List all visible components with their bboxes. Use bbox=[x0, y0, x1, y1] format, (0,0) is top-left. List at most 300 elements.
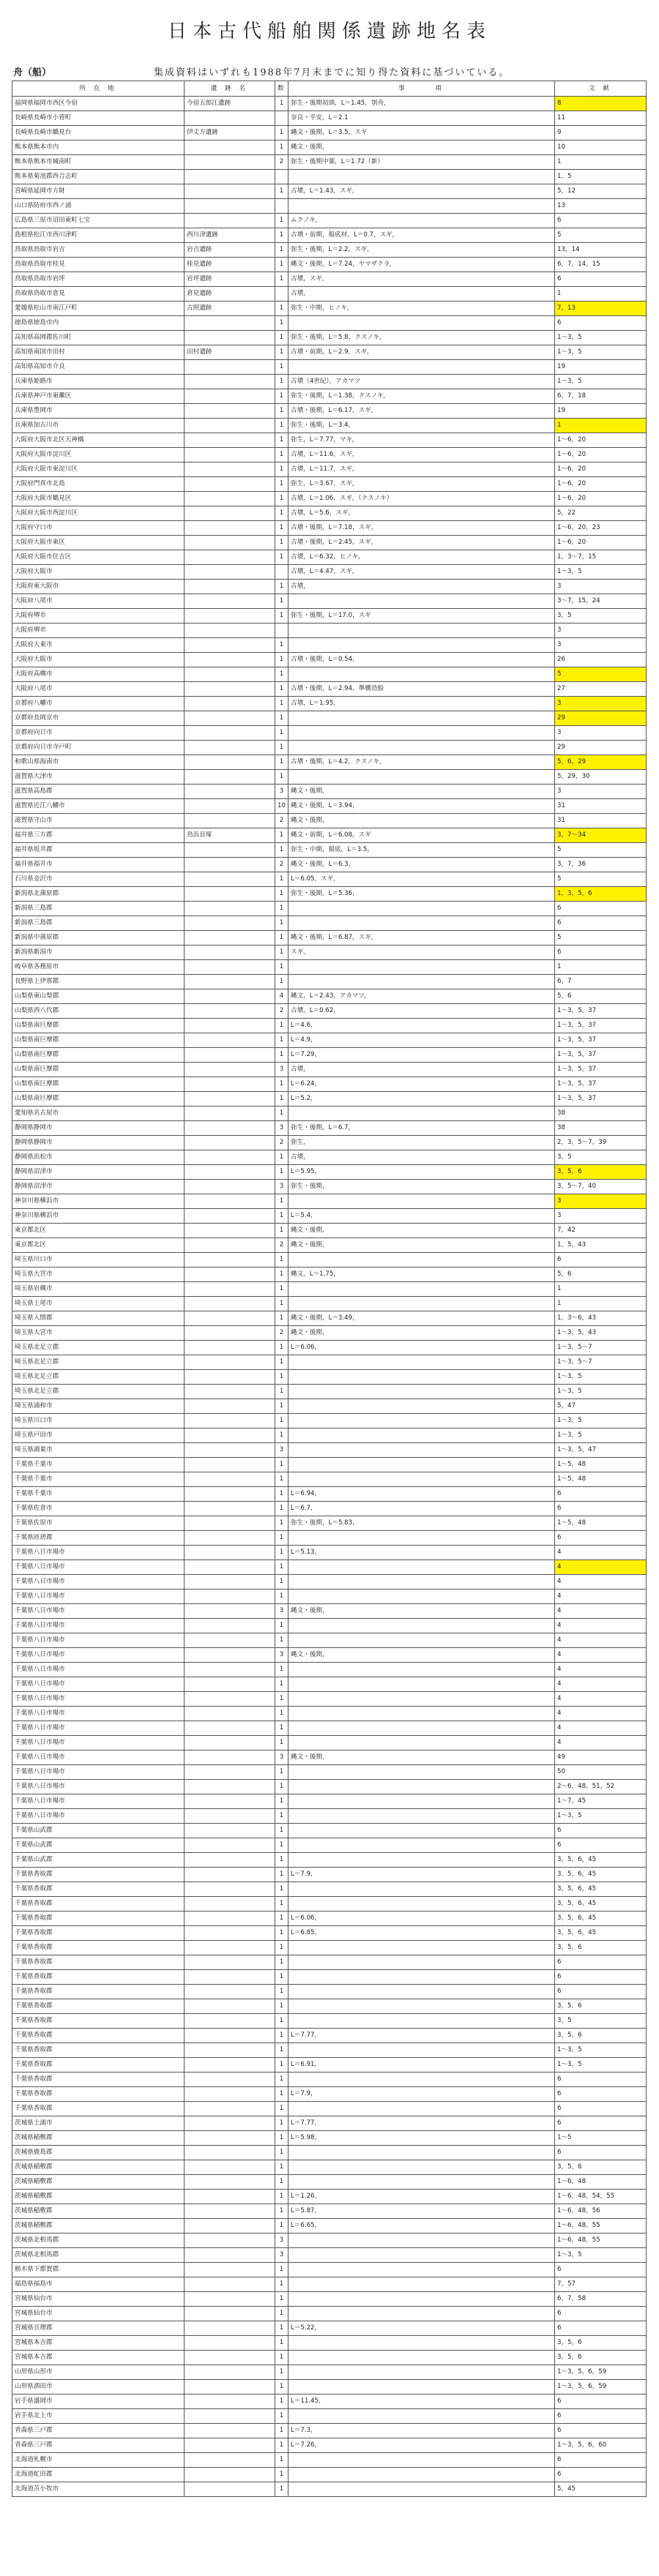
cell-details bbox=[288, 199, 555, 214]
cell-site-name bbox=[185, 1707, 275, 1721]
table-row bbox=[12, 1253, 647, 1268]
cell-details bbox=[288, 1429, 555, 1443]
cell-site-name bbox=[185, 1824, 275, 1838]
cell-site-name bbox=[185, 1399, 275, 1414]
cell-site-name bbox=[185, 1429, 275, 1443]
cell-site-name bbox=[185, 2277, 275, 2292]
cell-location: 茨城県稲敷郡 bbox=[12, 2131, 185, 2146]
cell-details: 古墳， bbox=[288, 1150, 555, 1165]
cell-details: 古墳， bbox=[288, 1063, 555, 1077]
cell-details: 古墳，L＝11.7，スギ， bbox=[288, 463, 555, 477]
cell-details bbox=[288, 2160, 555, 2175]
cell-details: L＝6.65， bbox=[288, 2219, 555, 2234]
cell-references: 6 bbox=[555, 272, 647, 287]
cell-location: 大阪府堺市 bbox=[12, 624, 185, 638]
cell-count: 1 bbox=[275, 1194, 288, 1209]
cell-references: 1～3，5 bbox=[555, 1370, 647, 1385]
cell-location: 千葉県八日市場市 bbox=[12, 1736, 185, 1751]
cell-details bbox=[288, 170, 555, 184]
cell-count: 1 bbox=[275, 2204, 288, 2219]
table-row bbox=[12, 1926, 647, 1941]
cell-location: 青森県三戸郡 bbox=[12, 2424, 185, 2438]
cell-count: 1 bbox=[275, 1282, 288, 1297]
cell-references: 4 bbox=[555, 1560, 647, 1575]
cell-site-name bbox=[185, 1077, 275, 1092]
cell-location: 熊本県菊池郡西合志町 bbox=[12, 170, 185, 184]
cell-count: 1 bbox=[275, 1107, 288, 1121]
cell-site-name bbox=[185, 170, 275, 184]
cell-references: 6 bbox=[555, 2307, 647, 2321]
table-row bbox=[12, 1019, 647, 1033]
cell-site-name bbox=[185, 1560, 275, 1575]
table-row bbox=[12, 711, 647, 726]
document-title: 日本古代船舶関係遺跡地名表 bbox=[167, 20, 491, 42]
cell-location: 大阪府八尾市 bbox=[12, 682, 185, 697]
cell-location: 東京都北区 bbox=[12, 1238, 185, 1253]
cell-count: 1 bbox=[275, 506, 288, 521]
cell-site-name bbox=[185, 2468, 275, 2482]
cell-location: 千葉県八日市場市 bbox=[12, 1677, 185, 1692]
cell-site-name bbox=[185, 433, 275, 448]
table-row bbox=[12, 872, 647, 887]
cell-references: 3，5，6，45 bbox=[555, 1912, 647, 1926]
table-row bbox=[12, 2175, 647, 2190]
table-row bbox=[12, 550, 647, 565]
cell-details: 古墳，L＝1.95， bbox=[288, 697, 555, 711]
table-row bbox=[12, 726, 647, 741]
cell-references: 5，12 bbox=[555, 184, 647, 199]
cell-references: 1～3，5 bbox=[555, 345, 647, 360]
cell-count: 1 bbox=[275, 755, 288, 770]
cell-count: 1 bbox=[275, 404, 288, 419]
cell-location: 新潟県北蒲原郡 bbox=[12, 887, 185, 902]
cell-details: 縄文・後期，L＝6.87，スギ， bbox=[288, 931, 555, 946]
cell-count: 1 bbox=[275, 2146, 288, 2160]
cell-count bbox=[275, 111, 288, 126]
cell-details bbox=[288, 711, 555, 726]
cell-references: 3，7，36 bbox=[555, 858, 647, 872]
cell-references: 29 bbox=[555, 741, 647, 755]
cell-site-name bbox=[185, 2321, 275, 2336]
cell-details: 縄文・後期，L＝3.5，スギ bbox=[288, 126, 555, 141]
table-row bbox=[12, 902, 647, 916]
cell-location: 岩手県盛岡市 bbox=[12, 2395, 185, 2409]
cell-location: 千葉県香取郡 bbox=[12, 1868, 185, 1882]
cell-location: 栃木県下都賀郡 bbox=[12, 2263, 185, 2277]
cell-location: 滋賀県近江八幡市 bbox=[12, 799, 185, 814]
table-row bbox=[12, 97, 647, 111]
cell-details: L＝4.6， bbox=[288, 1019, 555, 1033]
cell-location: 大阪府堺市 bbox=[12, 609, 185, 624]
cell-location: 熊本県熊本市内 bbox=[12, 141, 185, 155]
cell-location: 埼玉県川口市 bbox=[12, 1414, 185, 1429]
cell-site-name bbox=[185, 1311, 275, 1326]
cell-count: 3 bbox=[275, 1751, 288, 1765]
cell-count: 1 bbox=[275, 536, 288, 550]
cell-site-name bbox=[185, 375, 275, 389]
cell-details: 弥生・後期，L＝2.2，スギ， bbox=[288, 243, 555, 258]
table-row bbox=[12, 946, 647, 960]
table-row bbox=[12, 2043, 647, 2058]
cell-site-name bbox=[185, 1941, 275, 1955]
cell-location: 千葉県香取郡 bbox=[12, 1897, 185, 1912]
cell-site-name bbox=[185, 1385, 275, 1399]
cell-details bbox=[288, 316, 555, 331]
cell-count: 1 bbox=[275, 448, 288, 463]
cell-location: 福島県福島市 bbox=[12, 2277, 185, 2292]
cell-location: 京都府長岡京市 bbox=[12, 711, 185, 726]
cell-details: 弥生，L＝7.77，マキ， bbox=[288, 433, 555, 448]
cell-site-name bbox=[185, 1765, 275, 1780]
header-location: 所 在 地 bbox=[12, 81, 185, 97]
cell-count: 1 bbox=[275, 1429, 288, 1443]
cell-references: 3，5，6，45 bbox=[555, 1853, 647, 1868]
cell-details: 縄文・後期，L＝3.49， bbox=[288, 1311, 555, 1326]
cell-site-name bbox=[185, 199, 275, 214]
cell-references: 6 bbox=[555, 1985, 647, 1999]
cell-location: 大阪府大阪市 bbox=[12, 653, 185, 667]
cell-references: 3，7～34 bbox=[555, 828, 647, 843]
cell-location: 山梨県南巨摩郡 bbox=[12, 1092, 185, 1107]
cell-details bbox=[288, 1443, 555, 1458]
cell-count: 1 bbox=[275, 1590, 288, 1604]
cell-location: 滋賀県高島郡 bbox=[12, 785, 185, 799]
cell-count: 1 bbox=[275, 1033, 288, 1048]
cell-count: 1 bbox=[275, 902, 288, 916]
cell-count: 1 bbox=[275, 2277, 288, 2292]
cell-site-name bbox=[185, 1004, 275, 1019]
table-row bbox=[12, 1399, 647, 1414]
cell-site-name: 伊丈方遺跡 bbox=[185, 126, 275, 141]
table-row bbox=[12, 375, 647, 389]
table-row bbox=[12, 1912, 647, 1926]
cell-location: 大阪府大阪市北区天神橋 bbox=[12, 433, 185, 448]
cell-references: 3，5 bbox=[555, 2014, 647, 2029]
cell-references: 3 bbox=[555, 1209, 647, 1224]
cell-details: L＝1.26， bbox=[288, 2190, 555, 2204]
cell-references: 1，3～6，43 bbox=[555, 1311, 647, 1326]
table-row bbox=[12, 1531, 647, 1546]
cell-location: 千葉県八日市場市 bbox=[12, 1560, 185, 1575]
cell-location: 大阪府大阪市鶴見区 bbox=[12, 492, 185, 506]
cell-count: 2 bbox=[275, 155, 288, 170]
cell-location: 大阪府大阪市東区 bbox=[12, 536, 185, 550]
cell-count: 1 bbox=[275, 1809, 288, 1824]
cell-references: 1，3～7，15 bbox=[555, 550, 647, 565]
cell-references: 4 bbox=[555, 1619, 647, 1633]
table-row bbox=[12, 828, 647, 843]
table-row bbox=[12, 2424, 647, 2438]
table-row bbox=[12, 1985, 647, 1999]
cell-details: 古墳， bbox=[288, 580, 555, 594]
cell-details bbox=[288, 1194, 555, 1209]
table-row bbox=[12, 2438, 647, 2453]
cell-details bbox=[288, 1692, 555, 1707]
table-row bbox=[12, 1092, 647, 1107]
cell-site-name bbox=[185, 214, 275, 228]
cell-location: 大阪府守口市 bbox=[12, 521, 185, 536]
cell-count: 1 bbox=[275, 1092, 288, 1107]
table-row bbox=[12, 404, 647, 419]
cell-count: 1 bbox=[275, 184, 288, 199]
cell-site-name bbox=[185, 1033, 275, 1048]
cell-site-name bbox=[185, 1063, 275, 1077]
cell-location: 京都府八幡市 bbox=[12, 697, 185, 711]
table-row bbox=[12, 1472, 647, 1487]
cell-references: 3 bbox=[555, 580, 647, 594]
cell-details: L＝5.2， bbox=[288, 1092, 555, 1107]
header-details: 事 項 bbox=[288, 81, 555, 97]
cell-count: 3 bbox=[275, 2234, 288, 2248]
cell-count: 1 bbox=[275, 1311, 288, 1326]
cell-details: 縄文・前期，L＝6.08，スギ bbox=[288, 828, 555, 843]
cell-count: 1 bbox=[275, 2175, 288, 2190]
cell-site-name bbox=[185, 989, 275, 1004]
cell-count: 1 bbox=[275, 1048, 288, 1063]
cell-count: 1 bbox=[275, 272, 288, 287]
cell-details: 古墳・前期，船底材，L＝0.7，スギ， bbox=[288, 228, 555, 243]
cell-references: 3，5，6 bbox=[555, 2351, 647, 2365]
cell-references: 29 bbox=[555, 711, 647, 726]
cell-count: 1 bbox=[275, 1912, 288, 1926]
cell-count: 1 bbox=[275, 1824, 288, 1838]
table-row bbox=[12, 2131, 647, 2146]
cell-site-name bbox=[185, 2219, 275, 2234]
cell-site-name: 田村遺跡 bbox=[185, 345, 275, 360]
cell-site-name bbox=[185, 477, 275, 492]
cell-details: 縄文・後期， bbox=[288, 1648, 555, 1663]
cell-location: 石川県金沢市 bbox=[12, 872, 185, 887]
cell-count: 1 bbox=[275, 2043, 288, 2058]
cell-location: 千葉県香取郡 bbox=[12, 2073, 185, 2087]
cell-references: 5，6 bbox=[555, 1268, 647, 1282]
cell-location: 岐阜県各務原市 bbox=[12, 960, 185, 975]
cell-details: L＝11.45， bbox=[288, 2395, 555, 2409]
cell-site-name bbox=[185, 653, 275, 667]
cell-details: L＝7.29， bbox=[288, 1048, 555, 1063]
cell-location: 千葉県匝瑳郡 bbox=[12, 1531, 185, 1546]
cell-references: 6 bbox=[555, 2116, 647, 2131]
cell-count: 1 bbox=[275, 141, 288, 155]
cell-site-name bbox=[185, 2146, 275, 2160]
cell-site-name bbox=[185, 711, 275, 726]
cell-references: 5 bbox=[555, 228, 647, 243]
cell-site-name bbox=[185, 1472, 275, 1487]
cell-count: 1 bbox=[275, 463, 288, 477]
site-table bbox=[12, 80, 647, 2497]
cell-references: 6 bbox=[555, 2409, 647, 2424]
cell-details: 縄文，L＝2.43，アカマツ， bbox=[288, 989, 555, 1004]
table-row bbox=[12, 1663, 647, 1677]
cell-location: 宮城県本吉郡 bbox=[12, 2336, 185, 2351]
cell-site-name bbox=[185, 1794, 275, 1809]
cell-details bbox=[288, 2482, 555, 2497]
cell-location: 愛知県名古屋市 bbox=[12, 1107, 185, 1121]
cell-site-name bbox=[185, 1838, 275, 1853]
table-row bbox=[12, 1765, 647, 1780]
cell-site-name bbox=[185, 2131, 275, 2146]
table-row bbox=[12, 1458, 647, 1472]
cell-site-name bbox=[185, 360, 275, 375]
header-count: 数 bbox=[275, 81, 288, 97]
cell-location: 大阪府大阪市住吉区 bbox=[12, 550, 185, 565]
cell-count: 1 bbox=[275, 243, 288, 258]
cell-count: 1 bbox=[275, 1341, 288, 1355]
cell-references: 6 bbox=[555, 1838, 647, 1853]
cell-references: 4 bbox=[555, 1633, 647, 1648]
cell-references: 1～6，48，55 bbox=[555, 2234, 647, 2248]
header-references: 文 献 bbox=[555, 81, 647, 97]
table-row bbox=[12, 2277, 647, 2292]
cell-details: 古墳・後期，L＝0.54， bbox=[288, 653, 555, 667]
cell-details: L＝6.91， bbox=[288, 2058, 555, 2073]
cell-references: 3 bbox=[555, 624, 647, 638]
table-row bbox=[12, 785, 647, 799]
cell-references: 4 bbox=[555, 1546, 647, 1560]
cell-references: 5，29，30 bbox=[555, 770, 647, 785]
cell-details: 古墳， bbox=[288, 287, 555, 302]
cell-count: 1 bbox=[275, 741, 288, 755]
table-row bbox=[12, 521, 647, 536]
cell-details bbox=[288, 1414, 555, 1429]
cell-location: 熊本県熊本市城南町 bbox=[12, 155, 185, 170]
cell-references: 3，5 bbox=[555, 609, 647, 624]
cell-count: 1 bbox=[275, 1414, 288, 1429]
cell-references: 5，6，29 bbox=[555, 755, 647, 770]
table-row bbox=[12, 2087, 647, 2102]
cell-count: 1 bbox=[275, 726, 288, 741]
cell-references: 3 bbox=[555, 726, 647, 741]
cell-location: 愛媛県松山市南江戸町 bbox=[12, 302, 185, 316]
table-row bbox=[12, 1736, 647, 1751]
cell-location: 千葉県八日市場市 bbox=[12, 1663, 185, 1677]
table-row bbox=[12, 2468, 647, 2482]
cell-location: 千葉県香取郡 bbox=[12, 2102, 185, 2116]
cell-location: 茨城県稲敷郡 bbox=[12, 2219, 185, 2234]
table-row bbox=[12, 1414, 647, 1429]
cell-count: 1 bbox=[275, 2029, 288, 2043]
cell-details bbox=[288, 1985, 555, 1999]
cell-references: 4 bbox=[555, 1736, 647, 1751]
cell-count: 1 bbox=[275, 931, 288, 946]
cell-site-name bbox=[185, 1268, 275, 1282]
cell-count: 1 bbox=[275, 126, 288, 141]
cell-location: 福井県福井市 bbox=[12, 858, 185, 872]
cell-details bbox=[288, 1282, 555, 1297]
cell-count bbox=[275, 624, 288, 638]
cell-references: 7，42 bbox=[555, 1224, 647, 1238]
cell-location: 千葉県香取郡 bbox=[12, 1882, 185, 1897]
cell-details: 縄文・後期， bbox=[288, 1326, 555, 1341]
cell-details bbox=[288, 1253, 555, 1268]
cell-location: 北海道虻田郡 bbox=[12, 2468, 185, 2482]
cell-count: 1 bbox=[275, 1868, 288, 1882]
table-row bbox=[12, 960, 647, 975]
cell-count: 1 bbox=[275, 2073, 288, 2087]
cell-references: 3，5，6 bbox=[555, 1999, 647, 2014]
cell-references: 1～3，5 bbox=[555, 1414, 647, 1429]
cell-references: 1 bbox=[555, 960, 647, 975]
cell-details bbox=[288, 1780, 555, 1794]
cell-details: 古墳，L＝11.6，スギ， bbox=[288, 448, 555, 463]
table-row bbox=[12, 1282, 647, 1297]
cell-details bbox=[288, 1838, 555, 1853]
cell-references: 6 bbox=[555, 946, 647, 960]
cell-references: 1～3，5 bbox=[555, 2248, 647, 2263]
table-row bbox=[12, 1794, 647, 1809]
cell-site-name bbox=[185, 506, 275, 521]
cell-site-name bbox=[185, 1194, 275, 1209]
cell-details: 古墳・後期，L＝6.17，スギ， bbox=[288, 404, 555, 419]
table-row bbox=[12, 2146, 647, 2160]
cell-site-name bbox=[185, 550, 275, 565]
cell-count: 1 bbox=[275, 477, 288, 492]
cell-location: 福井県坂井郡 bbox=[12, 843, 185, 858]
cell-references: 1～6，20 bbox=[555, 536, 647, 550]
cell-references: 1～3，5 bbox=[555, 2058, 647, 2073]
cell-references: 4 bbox=[555, 1707, 647, 1721]
cell-location: 埼玉県浦和市 bbox=[12, 1399, 185, 1414]
table-row bbox=[12, 419, 647, 433]
cell-count: 1 bbox=[275, 1560, 288, 1575]
table-row bbox=[12, 345, 647, 360]
cell-location: 千葉県香取郡 bbox=[12, 2087, 185, 2102]
cell-count: 1 bbox=[275, 1897, 288, 1912]
cell-references: 6 bbox=[555, 1955, 647, 1970]
cell-details bbox=[288, 741, 555, 755]
cell-details: L＝4.9， bbox=[288, 1033, 555, 1048]
cell-site-name bbox=[185, 741, 275, 755]
table-row bbox=[12, 638, 647, 653]
cell-location: 滋賀県大津市 bbox=[12, 770, 185, 785]
table-row bbox=[12, 624, 647, 638]
table-row bbox=[12, 1180, 647, 1194]
cell-references: 1～3，5～7 bbox=[555, 1341, 647, 1355]
cell-details: L＝6.7， bbox=[288, 1502, 555, 1516]
cell-details: 古墳，L＝0.62， bbox=[288, 1004, 555, 1019]
cell-details bbox=[288, 667, 555, 682]
section-label: 舟（船） bbox=[13, 67, 52, 78]
cell-details bbox=[288, 1531, 555, 1546]
cell-count: 1 bbox=[275, 1458, 288, 1472]
cell-details bbox=[288, 1472, 555, 1487]
cell-count: 1 bbox=[275, 887, 288, 902]
cell-site-name: 古照遺跡 bbox=[185, 302, 275, 316]
cell-location: 神奈川県横浜市 bbox=[12, 1194, 185, 1209]
cell-location: 和歌山県海南市 bbox=[12, 755, 185, 770]
cell-location: 千葉県香取郡 bbox=[12, 2058, 185, 2073]
cell-references: 5，6 bbox=[555, 989, 647, 1004]
cell-details bbox=[288, 2014, 555, 2029]
cell-location: 埼玉県川口市 bbox=[12, 1253, 185, 1268]
source-note: 集成資料はいずれも1988年7月末までに知り得た資料に基づいている。 bbox=[154, 67, 510, 78]
cell-references: 3，5，6 bbox=[555, 2160, 647, 2175]
cell-site-name bbox=[185, 916, 275, 931]
cell-count: 1 bbox=[275, 2336, 288, 2351]
cell-references: 5，47 bbox=[555, 1399, 647, 1414]
cell-count: 1 bbox=[275, 1941, 288, 1955]
cell-details: 弥生・後期，L＝5.83， bbox=[288, 1516, 555, 1531]
table-row bbox=[12, 1955, 647, 1970]
cell-site-name bbox=[185, 389, 275, 404]
table-row bbox=[12, 1355, 647, 1370]
cell-site-name bbox=[185, 1985, 275, 1999]
cell-site-name bbox=[185, 2234, 275, 2248]
cell-count: 1 bbox=[275, 2321, 288, 2336]
cell-location: 茨城県稲敷郡 bbox=[12, 2190, 185, 2204]
cell-count: 1 bbox=[275, 1297, 288, 1311]
cell-references: 6 bbox=[555, 214, 647, 228]
